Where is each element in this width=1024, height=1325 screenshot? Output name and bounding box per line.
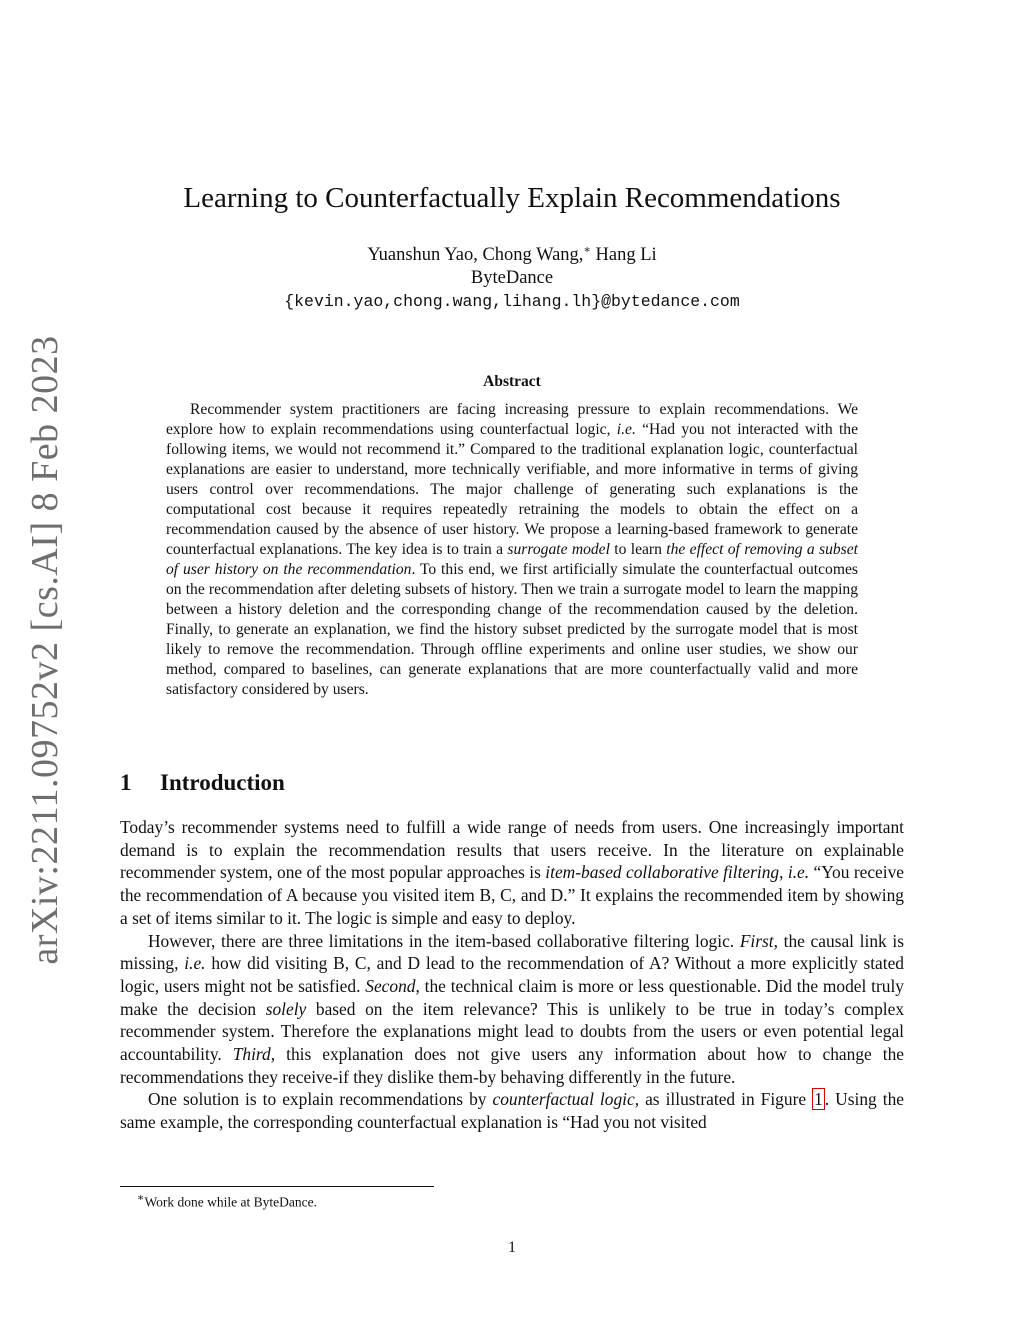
section-title: Introduction bbox=[160, 770, 285, 795]
footnote-text: Work done while at ByteDance. bbox=[144, 1194, 317, 1210]
footnote-divider bbox=[120, 1186, 434, 1187]
introduction-body bbox=[120, 816, 904, 1134]
author-list bbox=[0, 243, 1024, 266]
intro-paragraph-1: Today’s recommender systems need to fulfill a wide range of needs from users. One increasingly important demand is to explain the recommendation results that users receive. In the literature on explainable recommender system, one of the most popular approaches is item-based collaborative filtering, i.e. “You receive the recommendation of A because you visited item B, C, and D.” It explains the recommended item by showing a set of items similar to it. The logic is simple and easy to deploy. bbox=[120, 817, 905, 928]
abstract-heading: Abstract bbox=[483, 373, 541, 390]
author-email: {kevin.yao,chong.wang,lihang.lh}@bytedance.com bbox=[284, 292, 740, 311]
intro-paragraph-2: However, there are three limitations in the item-based collaborative filtering logic. First, the causal link is missing, i.e. how did visiting B, C, and D lead to the recommendation of A? Without a more explicitly stated logic, users might not be satisfied. Second, the technical claim is more or less questionable. Did the model truly make the decision solely based on the item relevance? This is unlikely to be true in today’s complex recommender system. Therefore the explanations might lead to doubts from the users or even potential legal accountability. Third, this explanation does not give users any information about how to change the recommendations they receive-if they dislike them-by behaving differently in the future. bbox=[120, 930, 905, 1087]
figure-1-link[interactable]: 1 bbox=[814, 1089, 823, 1110]
paper-title: Learning to Counterfactually Explain Recommendations bbox=[183, 182, 841, 214]
page-number: 1 bbox=[508, 1239, 516, 1256]
section-heading-introduction bbox=[120, 770, 285, 796]
footnote bbox=[137, 1191, 317, 1211]
author-names-before: Yuanshun Yao, Chong Wang, bbox=[367, 245, 584, 266]
intro-paragraph-3: One solution is to explain recommendations by counterfactual logic, as illustrated in Figure 1 . Using the same example, the corresponding counterfactual explanation is “Had you not visited bbox=[120, 1089, 904, 1133]
footnote-mark: ∗ bbox=[137, 1192, 145, 1204]
author-affiliation: ByteDance bbox=[470, 268, 554, 288]
section-number: 1 bbox=[120, 770, 132, 795]
arxiv-identifier: arXiv:2211.09752v2 [cs.AI] 8 Feb 2023 bbox=[24, 335, 66, 965]
author-footnote-mark[interactable]: ∗ bbox=[583, 244, 591, 256]
abstract-text: Recommender system practitioners are facing increasing pressure to explain recommendations. We explore how to explain recommendations using counterfactual logic, i.e. “Had you not interacted with the following items, we would not recommend it.” Compared to the traditional explanation logic, counterfactual explanations are easier to understand, more technically verifiable, and more informative in terms of giving users control over recommendations. The major challenge of generating such explanations is the computational cost because it requires repeatedly retraining the models to obtain the effect on a recommendation caused by the absence of user history. We propose a learning-based framework to generate counterfactual explanations. The key idea is to train a surrogate model to learn the effect of removing a subset of user history on the recommendation. To this end, we first artificially simulate the counterfactual outcomes on the recommendation after deleting subsets of history. Then we train a surrogate model to learn the mapping between a history deletion and the corresponding change of the recommendation caused by the deletion. Finally, to generate an explanation, we find the history subset predicted by the surrogate model that is most likely to remove the recommendation. Through offline experiments and online user studies, we show our method, compared to baselines, can generate explanations that are more counterfactually valid and more satisfactory considered by users. bbox=[166, 401, 859, 698]
author-names-after: Hang Li bbox=[590, 245, 657, 266]
